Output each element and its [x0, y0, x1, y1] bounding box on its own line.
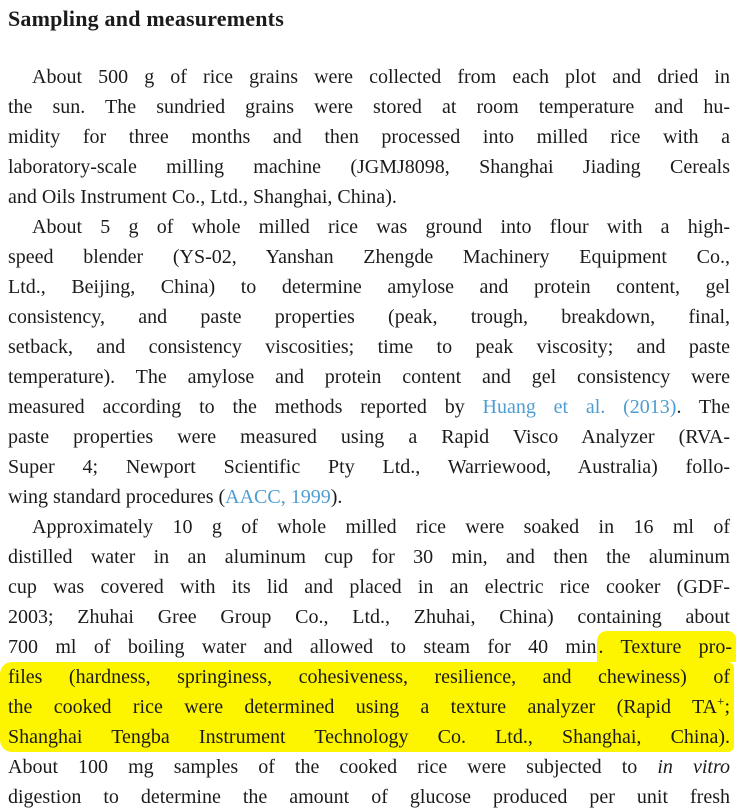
- text-line: [8, 332, 730, 362]
- text-line: [8, 122, 730, 152]
- text-segment: the cooked rice were determined using a texture analyzer (Rapid TA: [8, 696, 718, 718]
- text-line: [8, 632, 730, 662]
- text-segment: Shanghai Tengba Instrument Technology Co. Ltd., Shanghai, China).: [8, 726, 730, 748]
- text-segment: Super 4; Newport Scientific Pty Ltd., Warriewood, Australia) follo-: [8, 456, 730, 478]
- paragraph: [8, 512, 730, 811]
- highlighted-text-line: [0, 662, 734, 692]
- text-line: [8, 392, 730, 422]
- text-segment: measured according to the methods reported by: [8, 396, 483, 418]
- text-segment: Approximately 10 g of whole milled rice were soaked in 16 ml of: [32, 516, 730, 538]
- text-line: [8, 152, 730, 182]
- text-line: [8, 362, 730, 392]
- text-segment: ;: [724, 696, 730, 718]
- text-segment: distilled water in an aluminum cup for 30 min, and then the aluminum: [8, 546, 730, 568]
- text-segment: speed blender (YS-02, Yanshan Zhengde Machinery Equipment Co.,: [8, 246, 730, 268]
- text-line: [8, 422, 730, 452]
- text-segment: About 500 g of rice grains were collected from each plot and dried in: [32, 66, 730, 88]
- text-segment: paste properties were measured using a Rapid Visco Analyzer (RVA-: [8, 426, 730, 448]
- text-line: [8, 182, 730, 212]
- text-segment: 2003; Zhuhai Gree Group Co., Ltd., Zhuhai, China) containing about: [8, 606, 730, 628]
- text-line: [8, 452, 730, 482]
- citation-link[interactable]: AACC, 1999: [225, 486, 331, 508]
- highlighted-text-line: [0, 722, 734, 752]
- text-segment: consistency, and paste properties (peak, trough, breakdown, final,: [8, 306, 730, 328]
- paragraph: [8, 62, 730, 212]
- text-line: [8, 482, 730, 512]
- text-segment: About 100 mg samples of the cooked rice were subjected to: [8, 756, 658, 778]
- text-line: [8, 92, 730, 122]
- text-line: [8, 752, 730, 782]
- text-segment: files (hardness, springiness, cohesiveness, resilience, and chewiness) of: [8, 666, 730, 688]
- text-line: [8, 542, 730, 572]
- text-line: [8, 272, 730, 302]
- text-segment: in vitro: [657, 756, 731, 778]
- text-line: [8, 242, 730, 272]
- paragraph: [8, 212, 730, 512]
- text-line: [8, 512, 730, 542]
- text-segment: setback, and consistency viscosities; time to peak viscosity; and paste: [8, 336, 730, 358]
- text-segment: cup was covered with its lid and placed in an electric rice cooker (GDF-: [8, 576, 730, 598]
- text-line: [8, 62, 730, 92]
- text-segment: digestion to determine the amount of glucose produced per unit fresh: [8, 786, 730, 808]
- text-segment: and Oils Instrument Co., Ltd., Shanghai, China).: [8, 186, 397, 208]
- highlighted-text-segment: . Texture pro-: [597, 631, 736, 662]
- text-segment: . The: [676, 396, 731, 418]
- text-line: [8, 302, 730, 332]
- text-segment: laboratory-scale milling machine (JGMJ8098, Shanghai Jiading Cereals: [8, 156, 730, 178]
- text-segment: wing standard procedures (: [8, 486, 226, 508]
- text-segment: 700 ml of boiling water and allowed to steam for 40 min: [8, 636, 597, 658]
- text-segment: midity for three months and then processed into milled rice with a: [8, 126, 730, 148]
- superscript-plus: +: [717, 693, 725, 709]
- text-line: [8, 602, 730, 632]
- citation-link[interactable]: Huang et al. (2013): [482, 396, 677, 418]
- text-segment: the sun. The sundried grains were stored at room temperature and hu-: [8, 96, 730, 118]
- section-heading: Sampling and measurements: [8, 6, 284, 31]
- highlighted-text-line: [0, 692, 734, 722]
- text-segment: About 5 g of whole milled rice was ground into flour with a high-: [32, 216, 730, 238]
- paragraphs: [8, 62, 730, 811]
- text-line: [8, 782, 730, 811]
- text-line: [8, 212, 730, 242]
- text-segment: Ltd., Beijing, China) to determine amylose and protein content, gel: [8, 276, 730, 298]
- text-segment: temperature). The amylose and protein content and gel consistency were: [8, 366, 730, 388]
- text-line: [8, 572, 730, 602]
- text-segment: ).: [330, 486, 343, 508]
